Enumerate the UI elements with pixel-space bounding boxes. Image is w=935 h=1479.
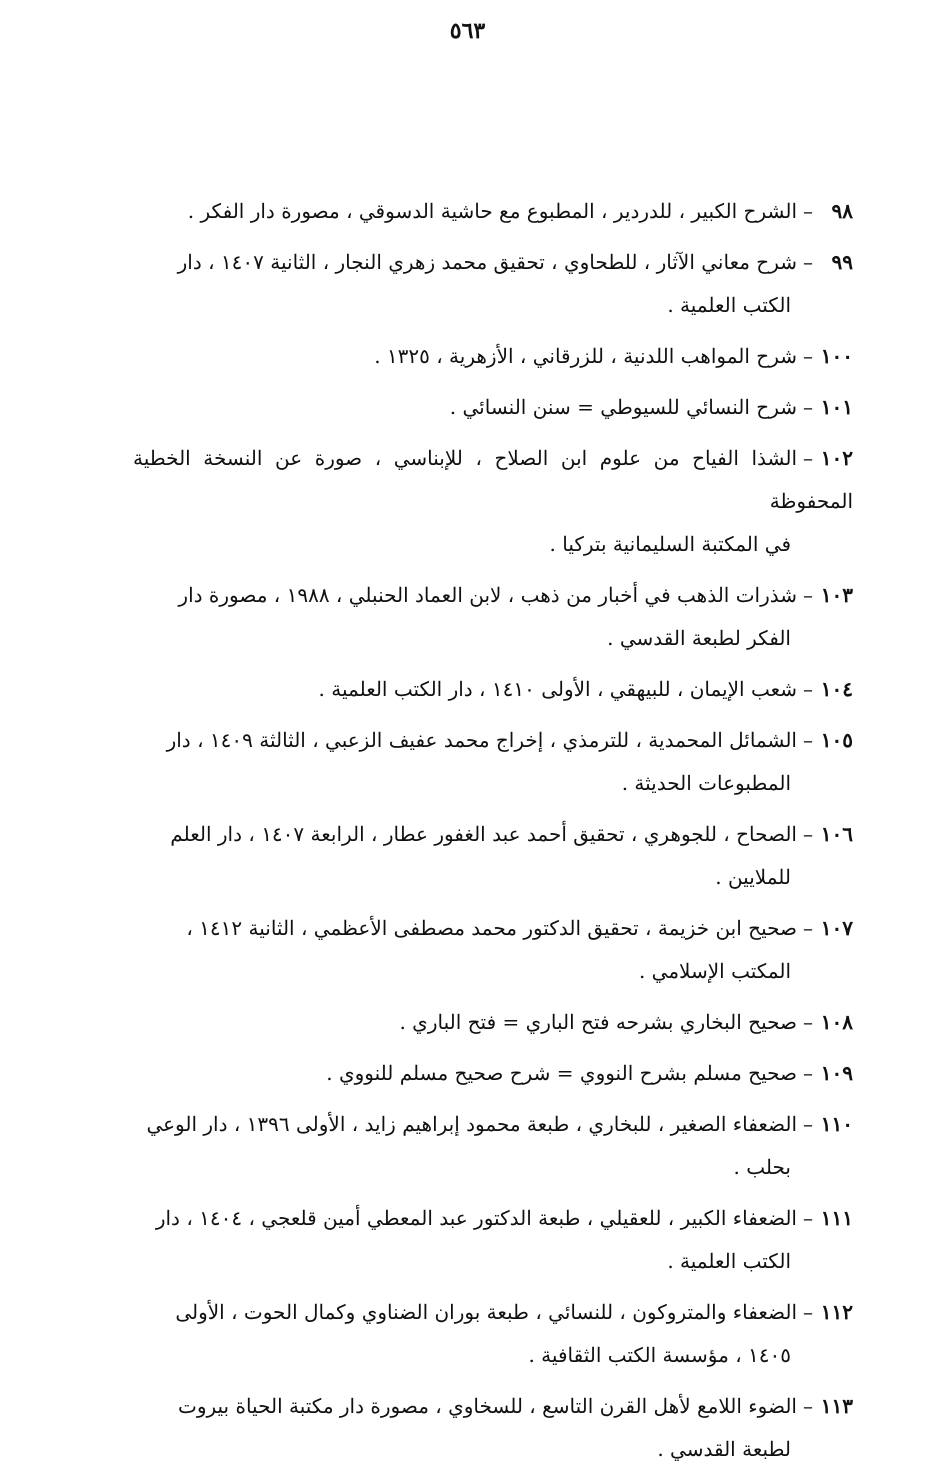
entry-continuation: ١٤٠٥ ، مؤسسة الكتب الثقافية . [528, 1343, 791, 1367]
page-number: ٥٦٣ [449, 18, 486, 44]
bibliography-entry: ١٠٠–شرح المواهب اللدنية ، للزرقاني ، الأزهرية ، ١٣٢٥ . [133, 335, 853, 378]
entry-number: ١٠٥ [820, 728, 853, 752]
entry-text: الضعفاء والمتروكون ، للنسائي ، طبعة بوران الضناوي وكمال الحوت ، الأولى [175, 1300, 797, 1324]
entry-continuation: الكتب العلمية . [667, 1249, 791, 1273]
bibliography-entry: ١٠٩–صحيح مسلم بشرح النووي = شرح صحيح مسلم للنووي . [133, 1052, 853, 1095]
entry-number: ١٠٢ [820, 446, 853, 470]
entry-text: الصحاح ، للجوهري ، تحقيق أحمد عبد الغفور عطار ، الرابعة ١٤٠٧ ، دار العلم [170, 822, 797, 846]
entry-text: شرح معاني الآثار ، للطحاوي ، تحقيق محمد زهري النجار ، الثانية ١٤٠٧ ، دار [177, 250, 797, 274]
entry-number: ١١١ [820, 1206, 853, 1230]
entry-continuation: في المكتبة السليمانية بتركيا . [549, 532, 791, 556]
entry-text: الشذا الفياح من علوم ابن الصلاح ، للإبناسي ، صورة عن النسخة الخطية المحفوظة [133, 446, 853, 513]
entry-continuation: بحلب . [733, 1155, 791, 1179]
bibliography-entry: ٩٨–الشرح الكبير ، للدردير ، المطبوع مع حاشية الدسوقي ، مصورة دار الفكر . [133, 190, 853, 233]
entry-number: ١٠٨ [820, 1010, 853, 1034]
entry-number: ١١٣ [820, 1394, 853, 1418]
entry-number: ٩٨ [831, 199, 853, 223]
entry-number: ١٠٦ [820, 822, 853, 846]
bibliography-entry: ١٠٣–شذرات الذهب في أخبار من ذهب ، لابن العماد الحنبلي ، ١٩٨٨ ، مصورة دار الفكر لطبعة القدسي . [133, 574, 853, 660]
entry-continuation: الكتب العلمية . [667, 293, 791, 317]
entry-continuation: للملايين . [715, 865, 791, 889]
bibliography-entry: ١٠٨–صحيح البخاري بشرحه فتح الباري = فتح الباري . [133, 1001, 853, 1044]
entry-text: صحيح ابن خزيمة ، تحقيق الدكتور محمد مصطفى الأعظمي ، الثانية ١٤١٢ ، [186, 916, 797, 940]
entry-number: ١١٢ [820, 1300, 853, 1324]
bibliography-entry: ٩٩–شرح معاني الآثار ، للطحاوي ، تحقيق محمد زهري النجار ، الثانية ١٤٠٧ ، دار الكتب العلمية . [133, 241, 853, 327]
entry-text: شعب الإيمان ، للبيهقي ، الأولى ١٤١٠ ، دار الكتب العلمية . [318, 677, 797, 701]
entry-text: الضعفاء الكبير ، للعقيلي ، طبعة الدكتور عبد المعطي أمين قلعجي ، ١٤٠٤ ، دار [155, 1206, 797, 1230]
entry-number: ٩٩ [831, 250, 853, 274]
bibliography-entry: ١٠٥–الشمائل المحمدية ، للترمذي ، إخراج محمد عفيف الزعبي ، الثالثة ١٤٠٩ ، دار المطبوعات الحديثة . [133, 719, 853, 805]
entry-text: شذرات الذهب في أخبار من ذهب ، لابن العماد الحنبلي ، ١٩٨٨ ، مصورة دار [178, 583, 797, 607]
entry-number: ١٠٧ [820, 916, 853, 940]
bibliography-entry: ١١٣–الضوء اللامع لأهل القرن التاسع ، للسخاوي ، مصورة دار مكتبة الحياة بيروت لطبعة القدسي . [133, 1385, 853, 1471]
entry-text: الضوء اللامع لأهل القرن التاسع ، للسخاوي ، مصورة دار مكتبة الحياة بيروت [177, 1394, 797, 1418]
bibliography-entry: ١٠١–شرح النسائي للسيوطي = سنن النسائي . [133, 386, 853, 429]
bibliography-entry: ١٠٧–صحيح ابن خزيمة ، تحقيق الدكتور محمد مصطفى الأعظمي ، الثانية ١٤١٢ ، المكتب الإسلامي . [133, 907, 853, 993]
entry-text: صحيح البخاري بشرحه فتح الباري = فتح الباري . [399, 1010, 797, 1034]
entry-text: الشمائل المحمدية ، للترمذي ، إخراج محمد عفيف الزعبي ، الثالثة ١٤٠٩ ، دار [166, 728, 797, 752]
entry-number: ١٠٩ [820, 1061, 853, 1085]
entry-text: الشرح الكبير ، للدردير ، المطبوع مع حاشية الدسوقي ، مصورة دار الفكر . [187, 199, 797, 223]
bibliography-list [133, 190, 853, 1479]
entry-continuation: الفكر لطبعة القدسي . [607, 626, 791, 650]
entry-number: ١٠٠ [820, 344, 853, 368]
bibliography-entry: ١٠٢–الشذا الفياح من علوم ابن الصلاح ، للإبناسي ، صورة عن النسخة الخطية المحفوظة في المكتبة السليمانية بتركيا . [133, 437, 853, 566]
entry-number: ١٠٤ [820, 677, 853, 701]
entry-text: الضعفاء الصغير ، للبخاري ، طبعة محمود إبراهيم زايد ، الأولى ١٣٩٦ ، دار الوعي [146, 1112, 797, 1136]
bibliography-entry: ١١٢–الضعفاء والمتروكون ، للنسائي ، طبعة بوران الضناوي وكمال الحوت ، الأولى ١٤٠٥ ، مؤسسة الكتب الثقافية . [133, 1291, 853, 1377]
bibliography-entry: ١١١–الضعفاء الكبير ، للعقيلي ، طبعة الدكتور عبد المعطي أمين قلعجي ، ١٤٠٤ ، دار الكتب العلمية . [133, 1197, 853, 1283]
bibliography-entry: ١١٠–الضعفاء الصغير ، للبخاري ، طبعة محمود إبراهيم زايد ، الأولى ١٣٩٦ ، دار الوعي بحلب . [133, 1103, 853, 1189]
entry-text: صحيح مسلم بشرح النووي = شرح صحيح مسلم للنووي . [326, 1061, 797, 1085]
entry-continuation: المكتب الإسلامي . [638, 959, 791, 983]
entry-number: ١٠٣ [820, 583, 853, 607]
bibliography-entry: ١٠٦–الصحاح ، للجوهري ، تحقيق أحمد عبد الغفور عطار ، الرابعة ١٤٠٧ ، دار العلم للملايين . [133, 813, 853, 899]
entry-text: شرح المواهب اللدنية ، للزرقاني ، الأزهرية ، ١٣٢٥ . [374, 344, 797, 368]
entry-continuation: لطبعة القدسي . [657, 1437, 791, 1461]
bibliography-entry: ١٠٤–شعب الإيمان ، للبيهقي ، الأولى ١٤١٠ ، دار الكتب العلمية . [133, 668, 853, 711]
entry-number: ١١٠ [820, 1112, 853, 1136]
entry-continuation: المطبوعات الحديثة . [621, 771, 791, 795]
entry-number: ١٠١ [820, 395, 853, 419]
entry-text: شرح النسائي للسيوطي = سنن النسائي . [449, 395, 797, 419]
